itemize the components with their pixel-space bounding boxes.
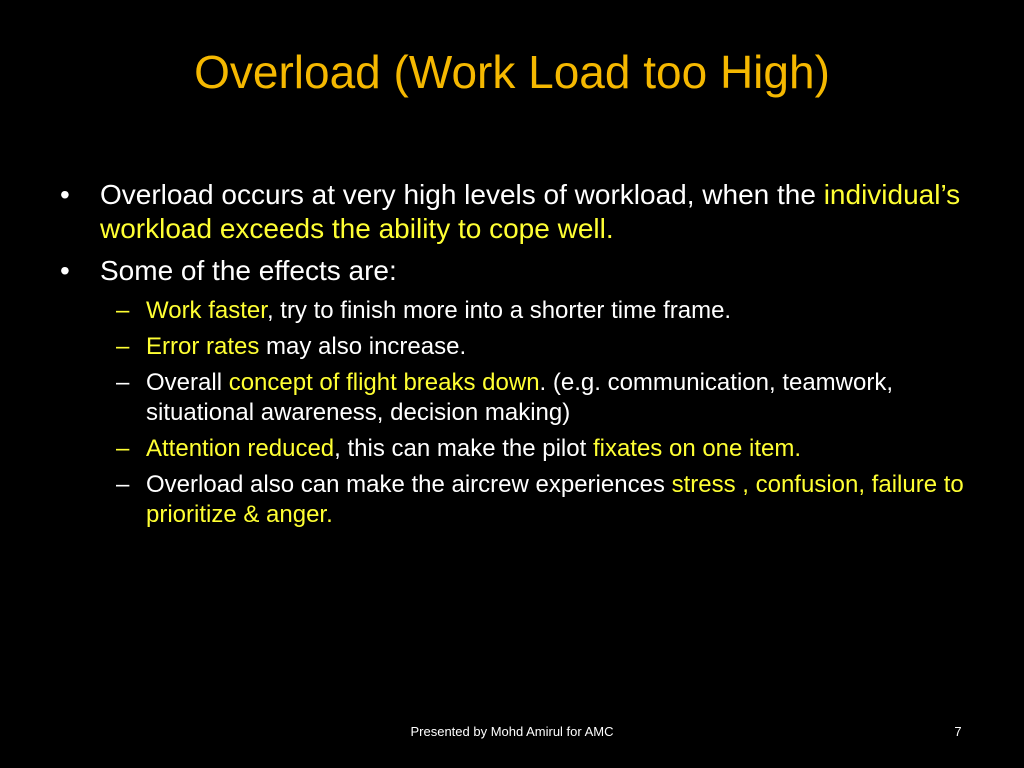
bullet-text: Some of the effects are:	[100, 255, 397, 286]
sub-highlight: Attention reduced	[146, 435, 335, 462]
sub-highlight: fixates on one item.	[592, 435, 802, 462]
sub-item	[58, 470, 978, 530]
sub-text: . (e.g. communication, teamwork, situational awareness, decision making)	[146, 369, 894, 426]
sub-marker: –	[116, 435, 130, 462]
sub-marker: –	[116, 471, 130, 498]
sub-highlight: stress , confusion, failure to prioritize & anger.	[146, 471, 964, 528]
bullet-marker: •	[60, 255, 70, 286]
sub-item	[58, 434, 978, 464]
sub-marker: –	[116, 369, 130, 396]
sub-highlight: concept of flight breaks down	[228, 369, 540, 396]
sub-text: may also increase.	[259, 333, 467, 360]
sub-item	[58, 296, 978, 326]
sub-highlight: Error rates	[146, 333, 260, 360]
slide-title: Overload (Work Load too High)	[194, 46, 830, 98]
sub-text: Overall	[146, 369, 229, 396]
footer-text: Presented by Mohd Amirul for AMC	[410, 724, 614, 739]
sub-marker: –	[116, 297, 130, 324]
bullet-item	[58, 254, 978, 288]
sub-highlight: Work faster	[146, 297, 267, 324]
sub-item	[58, 368, 978, 428]
page-number: 7	[954, 724, 962, 739]
sub-text: , this can make the pilot	[334, 435, 593, 462]
sub-text: Overload also can make the aircrew experiences	[146, 471, 672, 498]
bullet-text: Overload occurs at very high levels of workload, when the	[100, 179, 824, 210]
bullet-marker: •	[60, 179, 70, 210]
slide-content	[58, 178, 978, 536]
sub-item	[58, 332, 978, 362]
bullet-highlight: individual’s workload exceeds the ability to cope well.	[100, 179, 961, 244]
sub-text: , try to finish more into a shorter time frame.	[266, 297, 732, 324]
sub-marker: –	[116, 333, 130, 360]
bullet-item	[58, 178, 978, 246]
